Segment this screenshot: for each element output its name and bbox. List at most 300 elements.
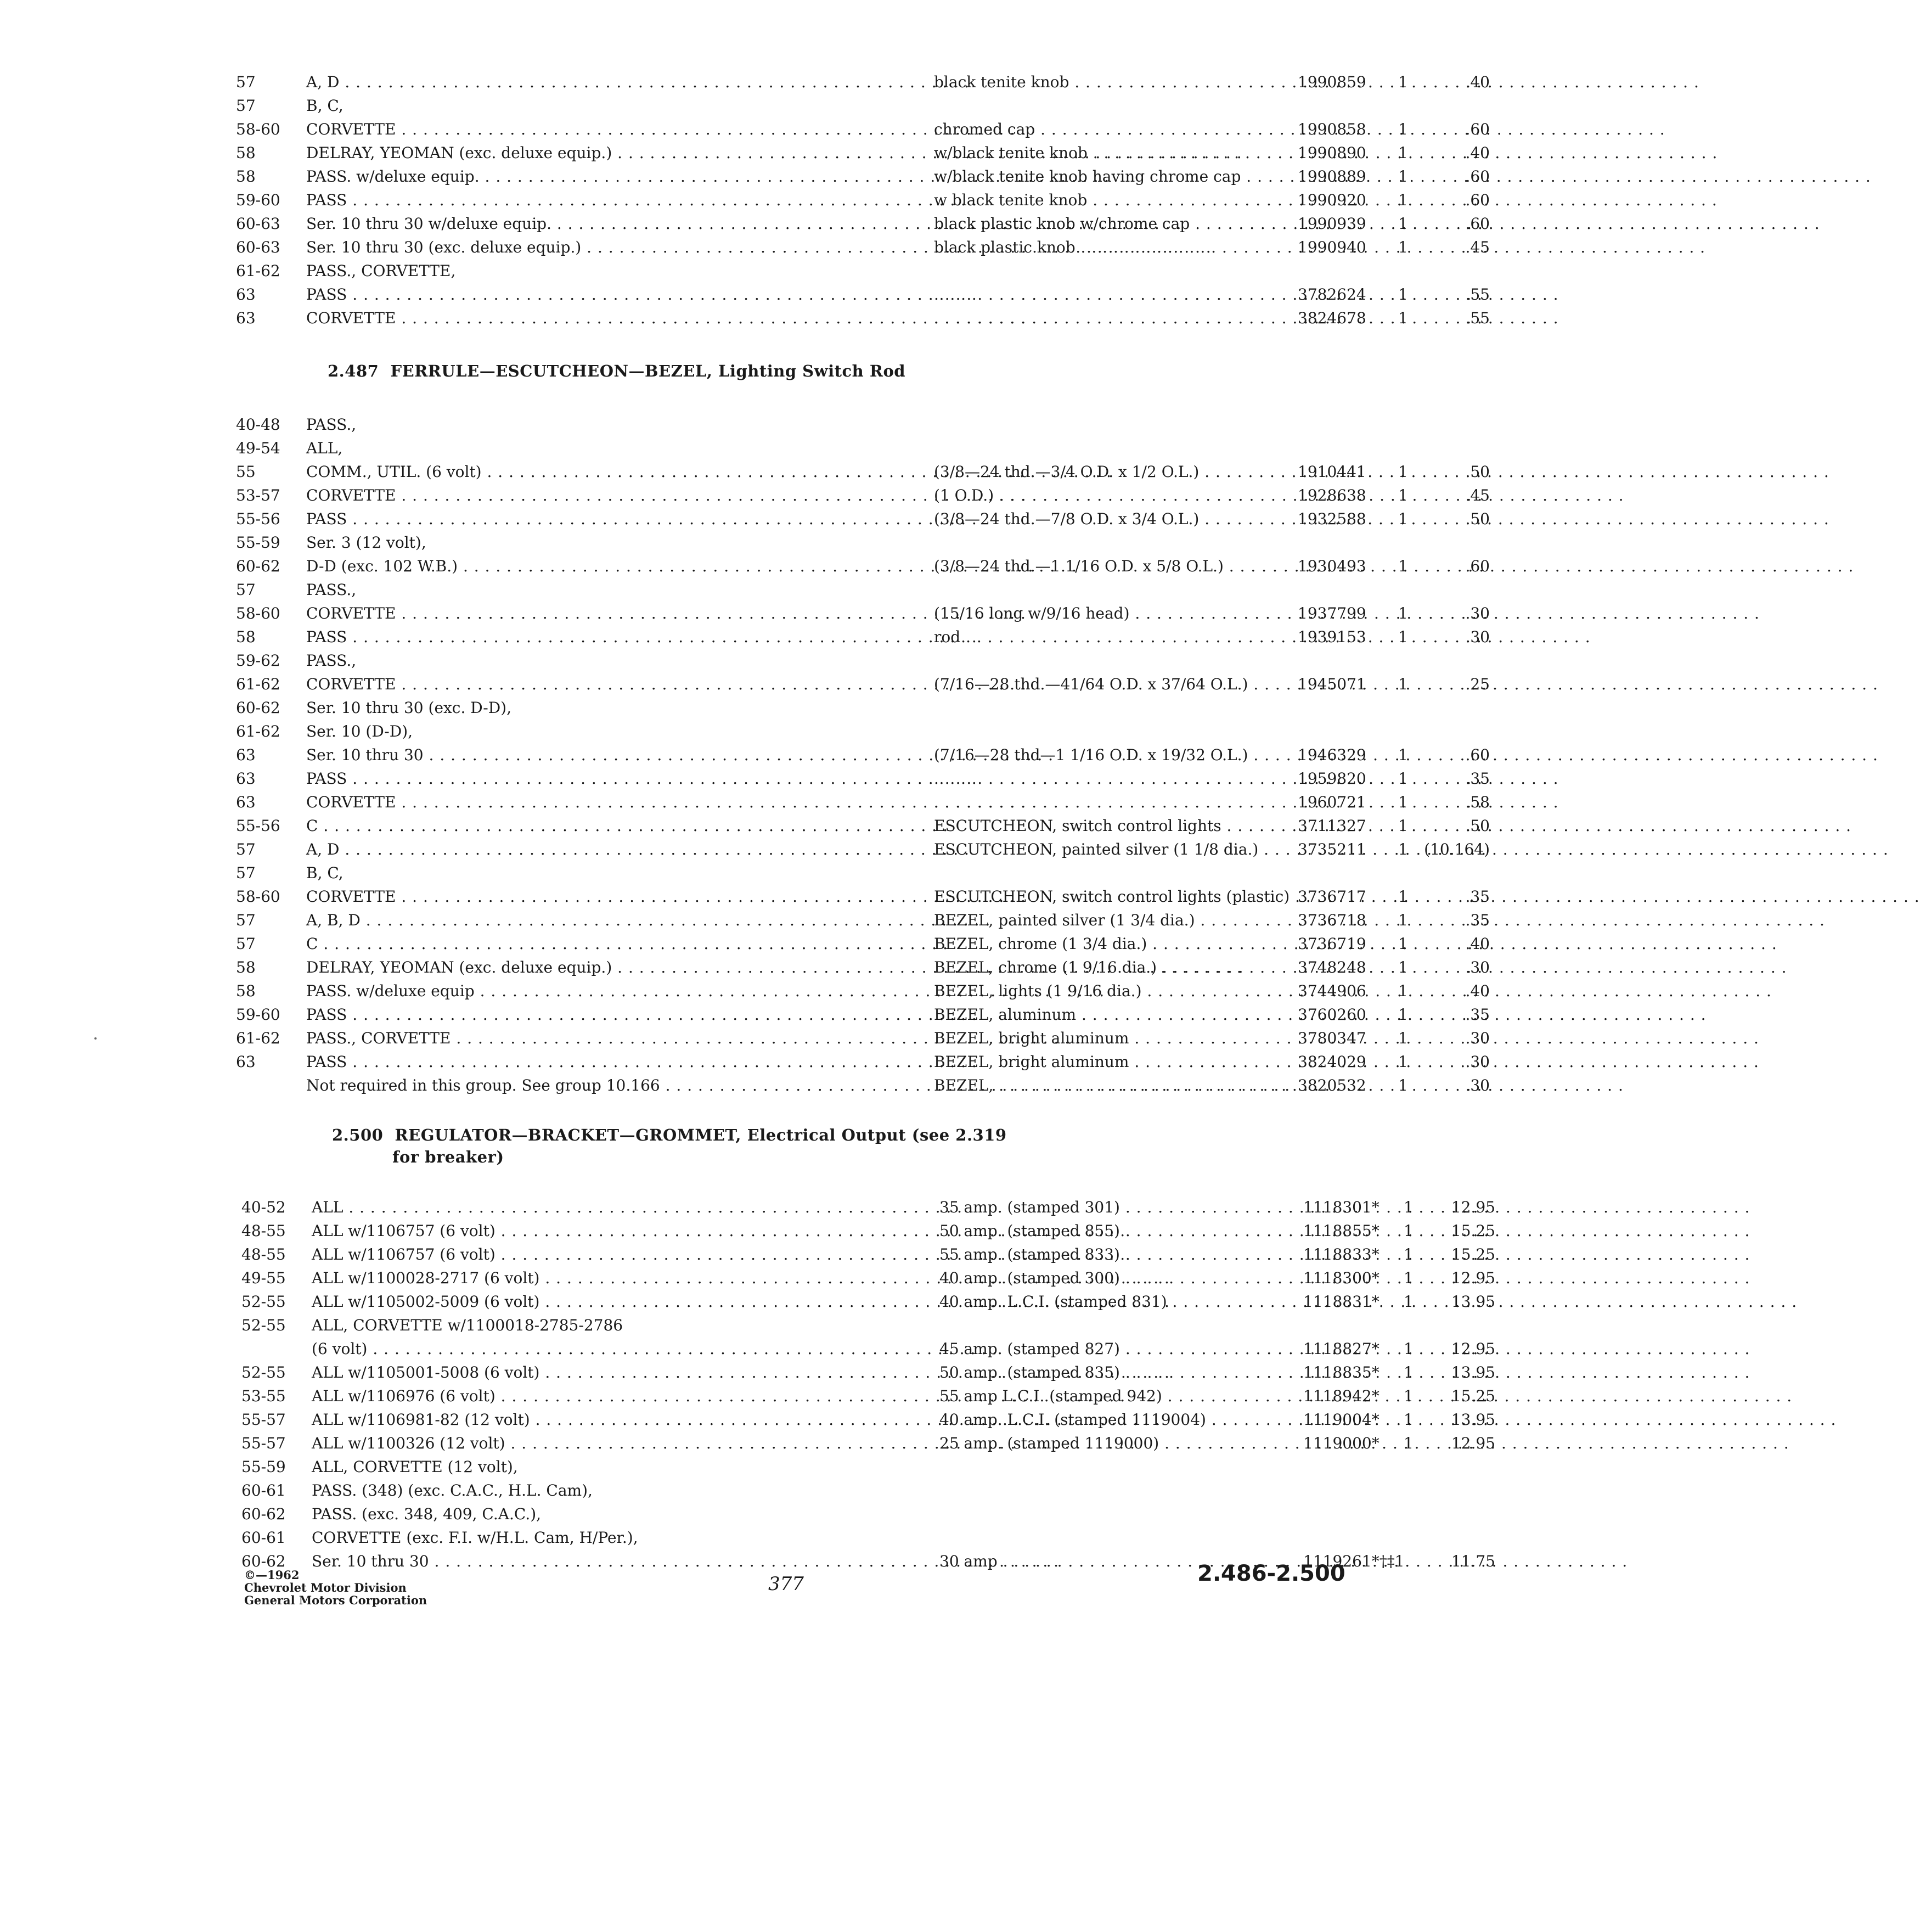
- model-cell: PASS . . .: [306, 188, 871, 212]
- quantity-cell: 1: [1398, 770, 1408, 788]
- description-cell: 25 amp. (stamped 1119000) . . .: [939, 1431, 1291, 1455]
- table-row: [236, 790, 1490, 814]
- price-cell: 11.75: [1451, 1552, 1495, 1570]
- quantity-cell: 1: [1398, 285, 1408, 304]
- model-cell: (6 volt) . . .: [312, 1337, 877, 1361]
- table-row: [236, 259, 1268, 283]
- footer-publisher: [244, 1569, 427, 1607]
- model-cell: ALL w/1105002-5009 (6 volt) . . .: [312, 1290, 877, 1313]
- quantity-cell: 1: [1398, 1053, 1408, 1071]
- model-cell: ALL,: [306, 439, 343, 457]
- page-number: 377: [768, 1573, 804, 1595]
- part-number-cell: 1119000*: [1303, 1434, 1380, 1452]
- part-number-cell: 1118831*: [1303, 1293, 1380, 1311]
- year-cell: 55-59: [241, 1458, 286, 1476]
- quantity-cell: 1: [1398, 675, 1408, 693]
- section-number: 2.500: [332, 1126, 384, 1144]
- description-cell: 40 amp. L.C.I. (stamped 831) . . .: [939, 1290, 1291, 1313]
- description-cell: rod . . .: [934, 625, 1285, 649]
- part-number-cell: 1939153: [1298, 628, 1366, 646]
- quantity-cell: 1: [1398, 1076, 1408, 1094]
- table-row: [236, 602, 1490, 625]
- year-cell: 55-56: [236, 817, 280, 835]
- year-cell: 48-55: [241, 1245, 286, 1263]
- part-number-cell: 3760260: [1298, 1006, 1366, 1024]
- year-cell: 52-55: [241, 1363, 286, 1381]
- quantity-cell: 1: [1398, 888, 1408, 906]
- part-number-cell: 3736718: [1298, 911, 1366, 929]
- model-cell: A, D . . .: [306, 70, 871, 94]
- year-cell: 57: [236, 73, 256, 91]
- quantity-cell: 1: [1398, 911, 1408, 929]
- part-number-cell: 3820532: [1298, 1076, 1366, 1094]
- part-number-cell: 1930493: [1298, 557, 1366, 575]
- year-cell: 55-56: [236, 510, 280, 528]
- description-cell: 55 amp. (stamped 833) . . .: [939, 1243, 1291, 1266]
- year-cell: 58: [236, 167, 256, 186]
- year-cell: 40-52: [241, 1198, 286, 1216]
- table-row: [236, 720, 1268, 743]
- description-cell: (3/8—24 thd.—7/8 O.D. x 3/4 O.L.) . . .: [934, 507, 1285, 531]
- price-cell: .55: [1465, 309, 1490, 327]
- description-cell: [934, 306, 1285, 330]
- price-cell: .35: [1465, 888, 1490, 906]
- table-row: [241, 1290, 1495, 1313]
- price-cell: .30: [1465, 1029, 1490, 1047]
- table-row: [236, 1074, 1490, 1097]
- part-number-cell: 3824678: [1298, 309, 1366, 327]
- year-cell: 49-55: [241, 1269, 286, 1287]
- year-cell: 60-62: [241, 1505, 286, 1523]
- part-number-cell: 1990940: [1298, 238, 1366, 256]
- part-number-cell: 3744906: [1298, 982, 1366, 1000]
- table-row: [236, 1026, 1490, 1050]
- part-number-cell: 1945071: [1298, 675, 1366, 693]
- table-row: [236, 188, 1490, 212]
- quantity-cell: 1: [1404, 1198, 1414, 1216]
- model-cell: CORVETTE . . .: [306, 672, 871, 696]
- table-row: [236, 436, 1268, 460]
- model-cell: PASS.,: [306, 581, 357, 599]
- year-cell: 49-54: [236, 439, 280, 457]
- quantity-cell: 1: [1398, 935, 1408, 953]
- year-cell: 63: [236, 285, 256, 304]
- section-heading-2-487: [328, 360, 905, 382]
- model-cell: PASS . . .: [306, 507, 871, 531]
- section-number: 2.487: [328, 362, 379, 380]
- model-cell: ALL w/1106976 (6 volt) . . .: [312, 1384, 877, 1408]
- model-cell: DELRAY, YEOMAN (exc. deluxe equip.) . . .: [306, 956, 871, 979]
- table-row: [236, 932, 1490, 956]
- year-cell: 48-55: [241, 1222, 286, 1240]
- part-number-cell: 1119004*: [1303, 1411, 1380, 1429]
- table-row: [241, 1455, 1273, 1479]
- model-cell: Ser. 10 thru 30 . . .: [306, 743, 871, 767]
- price-cell: .30: [1465, 1076, 1490, 1094]
- part-number-cell: 3736717: [1298, 888, 1366, 906]
- year-cell: 52-55: [241, 1316, 286, 1334]
- section-subtitle: Lighting Switch Rod: [718, 362, 906, 380]
- quantity-cell: 1: [1404, 1434, 1414, 1452]
- price-cell: .60: [1465, 191, 1490, 209]
- price-cell: 15.25: [1451, 1387, 1495, 1405]
- year-cell: 53-57: [236, 486, 280, 504]
- part-number-cell: 1990920: [1298, 191, 1366, 209]
- table-row: [236, 117, 1490, 141]
- year-cell: 58-60: [236, 604, 280, 622]
- description-cell: [934, 283, 1285, 306]
- year-cell: 61-62: [236, 675, 280, 693]
- description-cell: BEZEL, . . .: [934, 1074, 1285, 1097]
- year-cell: 55-57: [241, 1411, 286, 1429]
- year-cell: 58: [236, 144, 256, 162]
- part-number-cell: 1990890: [1298, 144, 1366, 162]
- price-cell: 12.95: [1451, 1434, 1495, 1452]
- copyright: ©—1962: [244, 1568, 300, 1582]
- part-number-cell: 1118300*: [1303, 1269, 1380, 1287]
- price-cell: .40: [1465, 73, 1490, 91]
- model-cell: ALL w/1106981-82 (12 volt) . . .: [312, 1408, 877, 1431]
- description-cell: ESCUTCHEON, switch control lights . . .: [934, 814, 1285, 838]
- part-number-cell: 1119261*†‡1: [1303, 1552, 1405, 1570]
- model-cell: DELRAY, YEOMAN (exc. deluxe equip.) . . .: [306, 141, 871, 165]
- model-cell: Ser. 10 thru 30 w/deluxe equip. . . .: [306, 212, 871, 235]
- table-row: [236, 743, 1490, 767]
- year-cell: 57: [236, 935, 256, 953]
- quantity-cell: 1: [1404, 1245, 1414, 1263]
- year-cell: 60-62: [236, 699, 280, 717]
- table-row: [236, 165, 1490, 188]
- quantity-cell: 1: [1398, 557, 1408, 575]
- model-cell: A, D . . .: [306, 838, 871, 861]
- description-cell: [934, 767, 1285, 790]
- year-cell: 57: [236, 864, 256, 882]
- price-cell: .60: [1465, 120, 1490, 138]
- year-cell: 61-62: [236, 262, 280, 280]
- table-row: [236, 413, 1268, 436]
- price-cell: .55: [1465, 285, 1490, 304]
- year-cell: 57: [236, 97, 256, 115]
- description-cell: 40 amp. L.C.I. (stamped 1119004) . . .: [939, 1408, 1291, 1431]
- model-cell: CORVETTE . . .: [306, 484, 871, 507]
- table-row: [236, 531, 1268, 554]
- table-row: [236, 578, 1268, 602]
- model-cell: C . . .: [306, 814, 871, 838]
- year-cell: 63: [236, 1053, 256, 1071]
- part-number-cell: 3824029: [1298, 1053, 1366, 1071]
- part-number-cell: 1118942*: [1303, 1387, 1380, 1405]
- model-cell: Not required in this group. See group 10.166 . . .: [306, 1074, 871, 1097]
- model-cell: CORVETTE . . .: [306, 790, 871, 814]
- description-cell: black plastic knob . . .: [934, 235, 1285, 259]
- description-cell: 40 amp. (stamped 300) . . .: [939, 1266, 1291, 1290]
- description-cell: ESCUTCHEON, painted silver (1 1/8 dia.) . . .: [934, 838, 1285, 861]
- model-cell: B, C,: [306, 97, 344, 115]
- quantity-cell: 1: [1404, 1387, 1414, 1405]
- part-number-cell: 1990889: [1298, 167, 1366, 186]
- description-cell: (7/16—28 thd.—41/64 O.D. x 37/64 O.L.) . . .: [934, 672, 1285, 696]
- table-row: [241, 1337, 1495, 1361]
- group-range: 2.486-2.500: [1197, 1561, 1345, 1586]
- year-cell: 58: [236, 958, 256, 976]
- section-subtitle: Electrical Output (see 2.319: [747, 1126, 1007, 1144]
- model-cell: Ser. 10 thru 30 . . .: [312, 1549, 877, 1573]
- division-name: Chevrolet Motor Division: [244, 1581, 407, 1594]
- table-row: [241, 1502, 1273, 1526]
- parts-table-2-500: [241, 1195, 1495, 1573]
- model-cell: PASS. w/deluxe equip. . . .: [306, 165, 871, 188]
- quantity-cell: 1: [1398, 840, 1408, 858]
- year-cell: 63: [236, 770, 256, 788]
- price-cell: .30: [1465, 958, 1490, 976]
- model-cell: PASS., CORVETTE . . .: [306, 1026, 871, 1050]
- description-cell: w/black tenite knob having chrome cap . . .: [934, 165, 1285, 188]
- model-cell: CORVETTE . . .: [306, 306, 871, 330]
- model-cell: Ser. 10 (D-D),: [306, 722, 413, 740]
- part-number-cell: 1959820: [1298, 770, 1366, 788]
- description-cell: 50 amp. (stamped 855) . . .: [939, 1219, 1291, 1243]
- price-cell: 13.95: [1451, 1293, 1495, 1311]
- part-number-cell: 1937799: [1298, 604, 1366, 622]
- table-row: [241, 1479, 1273, 1502]
- model-cell: PASS . . .: [306, 1003, 871, 1026]
- quantity-cell: 1: [1404, 1222, 1414, 1240]
- parts-table-continued: [236, 70, 1490, 330]
- part-number-cell: 1928638: [1298, 486, 1366, 504]
- model-cell: B, C,: [306, 864, 344, 882]
- model-cell: PASS.,: [306, 652, 357, 670]
- year-cell: 60-63: [236, 215, 280, 233]
- scan-speck: [94, 1037, 97, 1040]
- year-cell: 57: [236, 840, 256, 858]
- price-cell: .35: [1465, 911, 1490, 929]
- description-cell: (3/8—24 thd.—3/4 O.D. x 1/2 O.L.) . . .: [934, 460, 1285, 484]
- quantity-cell: 1: [1398, 628, 1408, 646]
- year-cell: 55: [236, 463, 256, 481]
- quantity-cell: 1: [1398, 215, 1408, 233]
- year-cell: 59-60: [236, 191, 280, 209]
- quantity-cell: 1: [1398, 144, 1408, 162]
- part-number-cell: 3736719: [1298, 935, 1366, 953]
- quantity-cell: 1: [1398, 463, 1408, 481]
- model-cell: ALL, CORVETTE (12 volt),: [312, 1458, 518, 1476]
- model-cell: ALL w/1100028-2717 (6 volt) . . .: [312, 1266, 877, 1290]
- price-cell: .58: [1465, 793, 1490, 811]
- price-cell: 12.95: [1451, 1269, 1495, 1287]
- quantity-cell: 1: [1398, 982, 1408, 1000]
- model-cell: CORVETTE . . .: [306, 885, 871, 908]
- price-cell: 12.95: [1451, 1340, 1495, 1358]
- year-cell: 63: [236, 746, 256, 764]
- table-row: [241, 1361, 1495, 1384]
- model-cell: PASS . . .: [306, 625, 871, 649]
- model-cell: PASS . . .: [306, 1050, 871, 1074]
- year-cell: 52-55: [241, 1293, 286, 1311]
- price-cell: .30: [1465, 628, 1490, 646]
- part-number-cell: 1932588: [1298, 510, 1366, 528]
- model-cell: Ser. 3 (12 volt),: [306, 533, 426, 552]
- price-cell: .60: [1465, 746, 1490, 764]
- price-cell: 15.25: [1451, 1222, 1495, 1240]
- year-cell: 63: [236, 309, 256, 327]
- quantity-cell: 1: [1398, 1029, 1408, 1047]
- quantity-cell: 1: [1398, 191, 1408, 209]
- quantity-cell: 1: [1398, 817, 1408, 835]
- model-cell: ALL w/1106757 (6 volt) . . .: [312, 1243, 877, 1266]
- part-number-cell: 1990859: [1298, 73, 1366, 91]
- table-row: [241, 1313, 1273, 1337]
- price-cell: .30: [1465, 1053, 1490, 1071]
- description-cell: black tenite knob . . .: [934, 70, 1285, 94]
- description-cell: 55 amp L.C.I. (stamped 942) . . .: [939, 1384, 1291, 1408]
- part-number-cell: 1118835*: [1303, 1363, 1380, 1381]
- table-row: [236, 460, 1490, 484]
- price-cell: 13.95: [1451, 1411, 1495, 1429]
- table-row: [236, 507, 1490, 531]
- description-cell: BEZEL, bright aluminum . . .: [934, 1026, 1285, 1050]
- table-row: [236, 70, 1490, 94]
- part-number-cell: 1910441: [1298, 463, 1366, 481]
- model-cell: ALL w/1106757 (6 volt) . . .: [312, 1219, 877, 1243]
- table-row: [236, 212, 1490, 235]
- model-cell: A, B, D . . .: [306, 908, 871, 932]
- quantity-cell: 1: [1404, 1269, 1414, 1287]
- model-cell: C . . .: [306, 932, 871, 956]
- price-cell: .50: [1465, 817, 1490, 835]
- description-cell: chromed cap . . .: [934, 117, 1285, 141]
- part-number-cell: 3735211: [1298, 840, 1366, 858]
- description-cell: 45 amp. (stamped 827) . . .: [939, 1337, 1291, 1361]
- year-cell: 58: [236, 628, 256, 646]
- description-cell: 30 amp . . .: [939, 1549, 1291, 1573]
- table-row: [236, 554, 1490, 578]
- table-row: [236, 696, 1268, 720]
- model-cell: PASS.,: [306, 415, 357, 434]
- quantity-cell: 1: [1398, 486, 1408, 504]
- price-cell: .35: [1465, 770, 1490, 788]
- quantity-cell: 1: [1398, 1006, 1408, 1024]
- year-cell: 53-55: [241, 1387, 286, 1405]
- year-cell: 40-48: [236, 415, 280, 434]
- quantity-cell: 1: [1404, 1340, 1414, 1358]
- year-cell: 58-60: [236, 888, 280, 906]
- year-cell: 60-61: [241, 1529, 286, 1547]
- part-number-cell: 1118301*: [1303, 1198, 1380, 1216]
- table-row: [236, 1003, 1490, 1026]
- price-cell: .40: [1465, 982, 1490, 1000]
- table-row: [236, 885, 1490, 908]
- table-row: [236, 1050, 1490, 1074]
- table-row: [236, 484, 1490, 507]
- description-cell: BEZEL, chrome (1 9/16 dia.) . . .: [934, 956, 1285, 979]
- price-cell: .60: [1465, 557, 1490, 575]
- table-row: [236, 235, 1490, 259]
- quantity-cell: 1: [1398, 120, 1408, 138]
- part-number-cell: 1990939: [1298, 215, 1366, 233]
- year-cell: 60-63: [236, 238, 280, 256]
- year-cell: 60-62: [241, 1552, 286, 1570]
- part-number-cell: 1990858: [1298, 120, 1366, 138]
- table-row: [236, 908, 1490, 932]
- description-cell: (1 O.D.) . . .: [934, 484, 1285, 507]
- section-subtitle-line2: for breaker): [392, 1148, 504, 1166]
- year-cell: 57: [236, 581, 256, 599]
- description-cell: w black tenite knob . . .: [934, 188, 1285, 212]
- table-row: [241, 1195, 1495, 1219]
- price-cell: .50: [1465, 510, 1490, 528]
- price-cell: (10.164): [1424, 840, 1490, 858]
- year-cell: 63: [236, 793, 256, 811]
- table-row: [236, 861, 1268, 885]
- parts-table-2-487: [236, 413, 1490, 1097]
- year-cell: 58: [236, 982, 256, 1000]
- price-cell: .35: [1465, 1006, 1490, 1024]
- model-cell: ALL w/1100326 (12 volt) . . .: [312, 1431, 877, 1455]
- part-number-cell: 3711327: [1298, 817, 1366, 835]
- description-cell: BEZEL, bright aluminum . . .: [934, 1050, 1285, 1074]
- part-number-cell: 1946329: [1298, 746, 1366, 764]
- quantity-cell: 1: [1404, 1363, 1414, 1381]
- quantity-cell: 1: [1398, 238, 1408, 256]
- year-cell: 60-62: [236, 557, 280, 575]
- model-cell: Ser. 10 thru 30 (exc. deluxe equip.) . . .: [306, 235, 871, 259]
- description-cell: [934, 790, 1285, 814]
- table-row: [241, 1431, 1495, 1455]
- table-row: [241, 1219, 1495, 1243]
- table-row: [236, 979, 1490, 1003]
- description-cell: 50 amp. (stamped 835) . . .: [939, 1361, 1291, 1384]
- quantity-cell: 1: [1398, 793, 1408, 811]
- description-cell: (7/16—28 thd—1 1/16 O.D. x 19/32 O.L.) . . .: [934, 743, 1285, 767]
- price-cell: .30: [1465, 604, 1490, 622]
- price-cell: 12.95: [1451, 1198, 1495, 1216]
- part-number-cell: 3748248: [1298, 958, 1366, 976]
- table-row: [236, 306, 1490, 330]
- price-cell: .60: [1465, 215, 1490, 233]
- model-cell: PASS . . .: [306, 283, 871, 306]
- model-cell: ALL w/1105001-5008 (6 volt) . . .: [312, 1361, 877, 1384]
- price-cell: .45: [1465, 238, 1490, 256]
- model-cell: PASS . . .: [306, 767, 871, 790]
- table-row: [241, 1384, 1495, 1408]
- quantity-cell: 1: [1404, 1411, 1414, 1429]
- price-cell: .40: [1465, 144, 1490, 162]
- table-row: [236, 94, 1268, 117]
- model-cell: PASS. (exc. 348, 409, C.A.C.),: [312, 1505, 542, 1523]
- model-cell: Ser. 10 thru 30 (exc. D-D),: [306, 699, 511, 717]
- table-row: [236, 767, 1490, 790]
- section-heading-2-500: [332, 1124, 1007, 1168]
- description-cell: BEZEL, lights (1 9/16 dia.) . . .: [934, 979, 1285, 1003]
- description-cell: ESCUTCHEON, switch control lights (plastic) . . .: [934, 885, 1285, 908]
- description-cell: black plastic knob w/chrome cap . . .: [934, 212, 1285, 235]
- description-cell: (3/8—24 thd.—1 1/16 O.D. x 5/8 O.L.) . . .: [934, 554, 1285, 578]
- corporation-name: General Motors Corporation: [244, 1593, 427, 1607]
- description-cell: BEZEL, chrome (1 3/4 dia.) . . .: [934, 932, 1285, 956]
- model-cell: ALL, CORVETTE w/1100018-2785-2786: [312, 1316, 623, 1334]
- year-cell: 55-57: [241, 1434, 286, 1452]
- table-row: [241, 1526, 1273, 1549]
- price-cell: .60: [1465, 167, 1490, 186]
- table-row: [241, 1408, 1495, 1431]
- price-cell: 15.25: [1451, 1245, 1495, 1263]
- year-cell: 57: [236, 911, 256, 929]
- year-cell: 59-60: [236, 1006, 280, 1024]
- table-row: [236, 814, 1490, 838]
- table-row: [236, 649, 1268, 672]
- part-number-cell: 1118827*: [1303, 1340, 1380, 1358]
- description-cell: BEZEL, aluminum . . .: [934, 1003, 1285, 1026]
